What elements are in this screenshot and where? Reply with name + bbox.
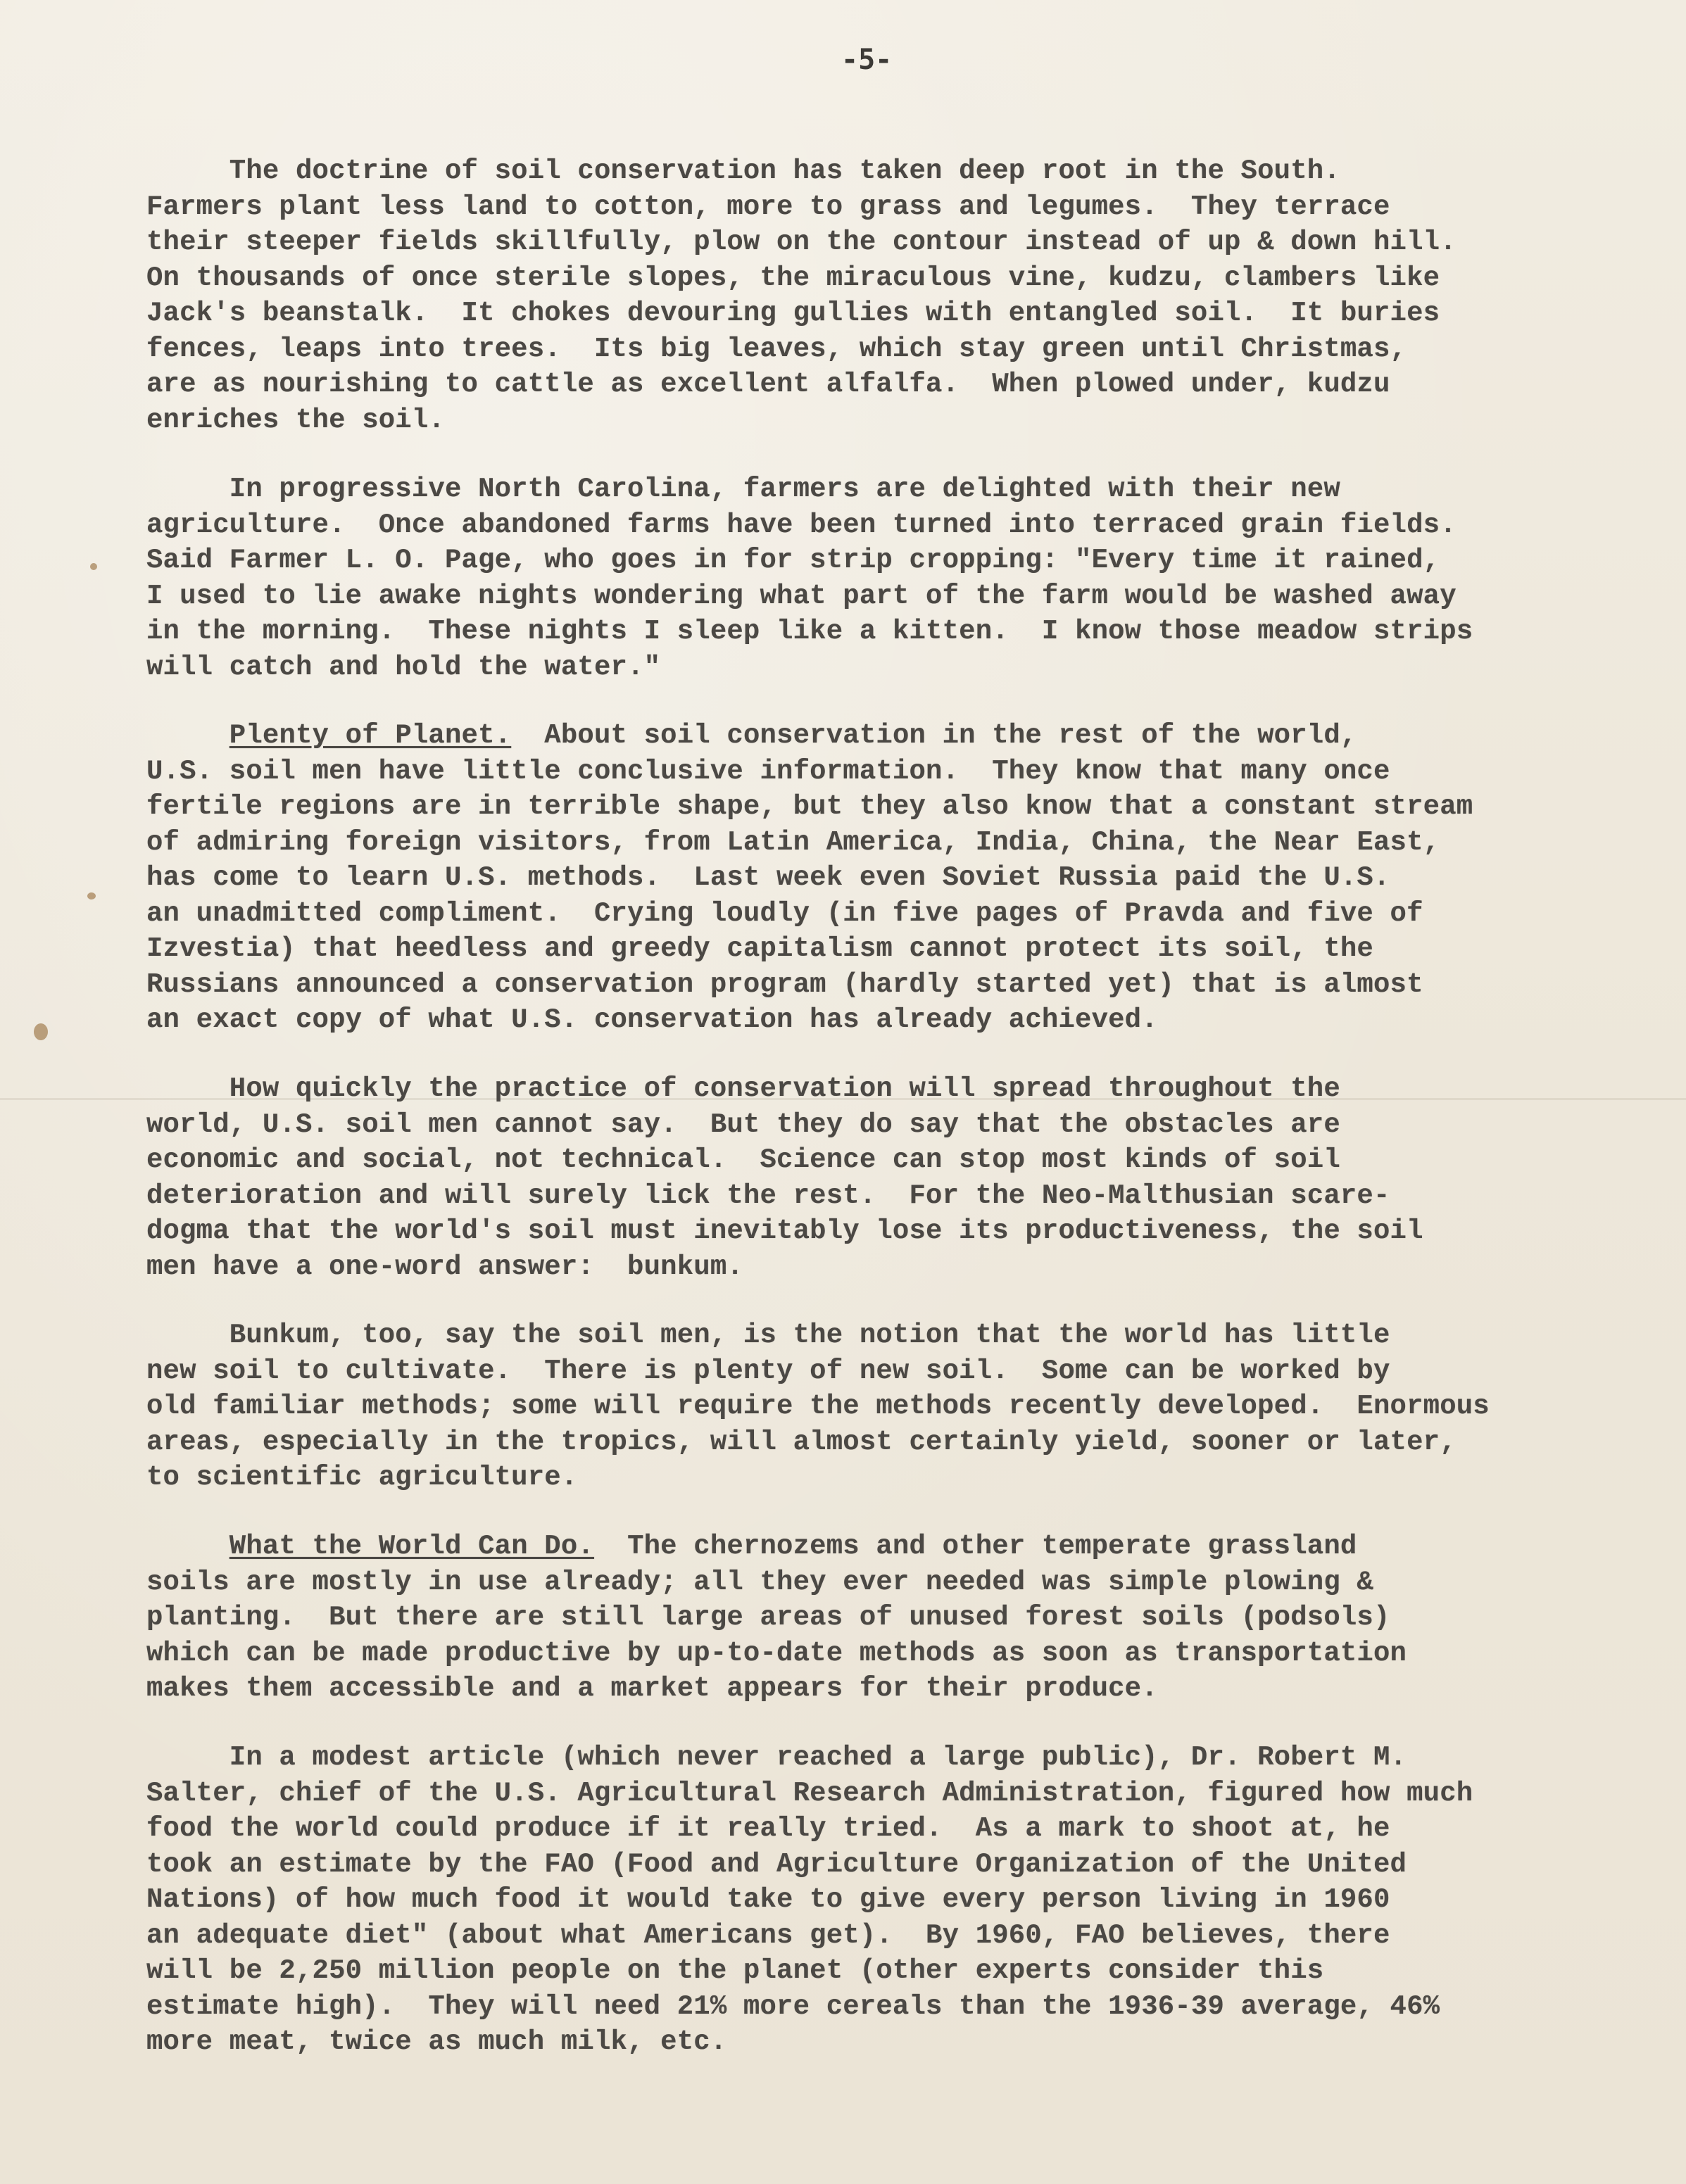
text-line: economic and social, not technical. Science can stop most kinds of soil [146,1144,1340,1175]
text-line: Jack's beanstalk. It chokes devouring gullies with entangled soil. It buries [146,298,1440,329]
text-line: Salter, chief of the U.S. Agricultural Research Administration, figured how much [146,1777,1473,1809]
text-line: their steeper fields skillfully, plow on the contour instead of up & down hill. [146,227,1457,258]
text-line: In progressive North Carolina, farmers are delighted with their new [146,474,1340,505]
text-line: Izvestia) that heedless and greedy capitalism cannot protect its soil, the [146,933,1373,964]
text-line: planting. But there are still large areas of unused forest soils (podsols) [146,1602,1390,1633]
paragraph-1 [146,153,1575,438]
text-line: food the world could produce if it really tried. As a mark to shoot at, he [146,1813,1390,1844]
text-line: old familiar methods; some will require the methods recently developed. Enormous [146,1391,1490,1422]
text-line: Farmers plant less land to cotton, more to grass and legumes. They terrace [146,191,1390,222]
paragraph-7 [146,1740,1575,2060]
section-heading: Plenty of Planet. [229,720,512,751]
text-line: men have a one-word answer: bunkum. [146,1251,743,1282]
text-line: Nations) of how much food it would take to give every person living in 1960 [146,1884,1390,1915]
text-line: agriculture. Once abandoned farms have been turned into terraced grain fields. [146,509,1457,541]
text-line: areas, especially in the tropics, will almost certainly yield, sooner or later, [146,1426,1457,1458]
text-line: Said Farmer L. O. Page, who goes in for strip cropping: "Every time it rained, [146,545,1440,576]
paragraph-5 [146,1318,1575,1496]
section-heading: What the World Can Do. [229,1531,594,1562]
text-line: will be 2,250 million people on the planet (other experts consider this [146,1955,1324,1986]
text-line: took an estimate by the FAO (Food and Agriculture Organization of the United [146,1848,1407,1880]
text-line [146,1529,1575,1565]
text-line: more meat, twice as much milk, etc. [146,2026,727,2057]
text-line [146,718,1575,754]
text-line: are as nourishing to cattle as excellent alfalfa. When plowed under, kudzu [146,369,1390,400]
paragraph-4 [146,1071,1575,1284]
text-line-rest: About soil conservation in the rest of the world, [511,720,1357,751]
text-line: of admiring foreign visitors, from Latin America, India, China, the Near East, [146,826,1440,858]
text-line-rest: The chernozems and other temperate grassland [593,1531,1357,1562]
text-line: makes them accessible and a market appears for their produce. [146,1673,1158,1704]
text-line: estimate high). They will need 21% more cereals than the 1936-39 average, 46% [146,1990,1440,2022]
text-line: an adequate diet" (about what Americans get). By 1960, FAO believes, there [146,1919,1390,1951]
text-line: Bunkum, too, say the soil men, is the notion that the world has little [146,1320,1390,1351]
paper-stain [87,892,96,900]
text-line: an unadmitted compliment. Crying loudly (in five pages of Pravda and five of [146,897,1423,929]
text-line: In a modest article (which never reached a large public), Dr. Robert M. [146,1742,1407,1773]
text-line: soils are mostly in use already; all they ever needed was simple plowing & [146,1566,1373,1598]
paragraph-6 [146,1529,1575,1707]
paragraph-2 [146,472,1575,685]
text-line: On thousands of once sterile slopes, the miraculous vine, kudzu, clambers like [146,262,1440,293]
paragraph-3 [146,718,1575,1038]
text-line: How quickly the practice of conservation will spread throughout the [146,1073,1340,1104]
text-line: world, U.S. soil men cannot say. But they do say that the obstacles are [146,1109,1340,1140]
text-line: The doctrine of soil conservation has taken deep root in the South. [146,156,1340,187]
page-number: -5- [841,44,893,76]
text-line: Russians announced a conservation program (hardly started yet) that is almost [146,968,1423,1000]
text-line: new soil to cultivate. There is plenty of new soil. Some can be worked by [146,1355,1390,1387]
text-line: fences, leaps into trees. Its big leaves, which stay green until Christmas, [146,333,1407,365]
text-line: will catch and hold the water." [146,651,661,683]
text-line: deterioration and will surely lick the rest. For the Neo-Malthusian scare- [146,1180,1390,1211]
text-line: enriches the soil. [146,404,445,436]
text-line: which can be made productive by up-to-date methods as soon as transportation [146,1637,1407,1669]
text-line: U.S. soil men have little conclusive information. They know that many once [146,755,1390,787]
text-line: I used to lie awake nights wondering what part of the farm would be washed away [146,580,1457,612]
text-line: has come to learn U.S. methods. Last week even Soviet Russia paid the U.S. [146,862,1390,893]
paper-stain [90,563,97,570]
text-line: fertile regions are in terrible shape, but they also know that a constant stream [146,791,1473,822]
text-line: to scientific agriculture. [146,1462,578,1493]
text-line: an exact copy of what U.S. conservation has already achieved. [146,1004,1158,1035]
text-line: dogma that the world's soil must inevitably lose its productiveness, the soil [146,1216,1423,1246]
paper-stain [34,1023,48,1040]
text-line: in the morning. These nights I sleep like a kitten. I know those meadow strips [146,616,1473,647]
